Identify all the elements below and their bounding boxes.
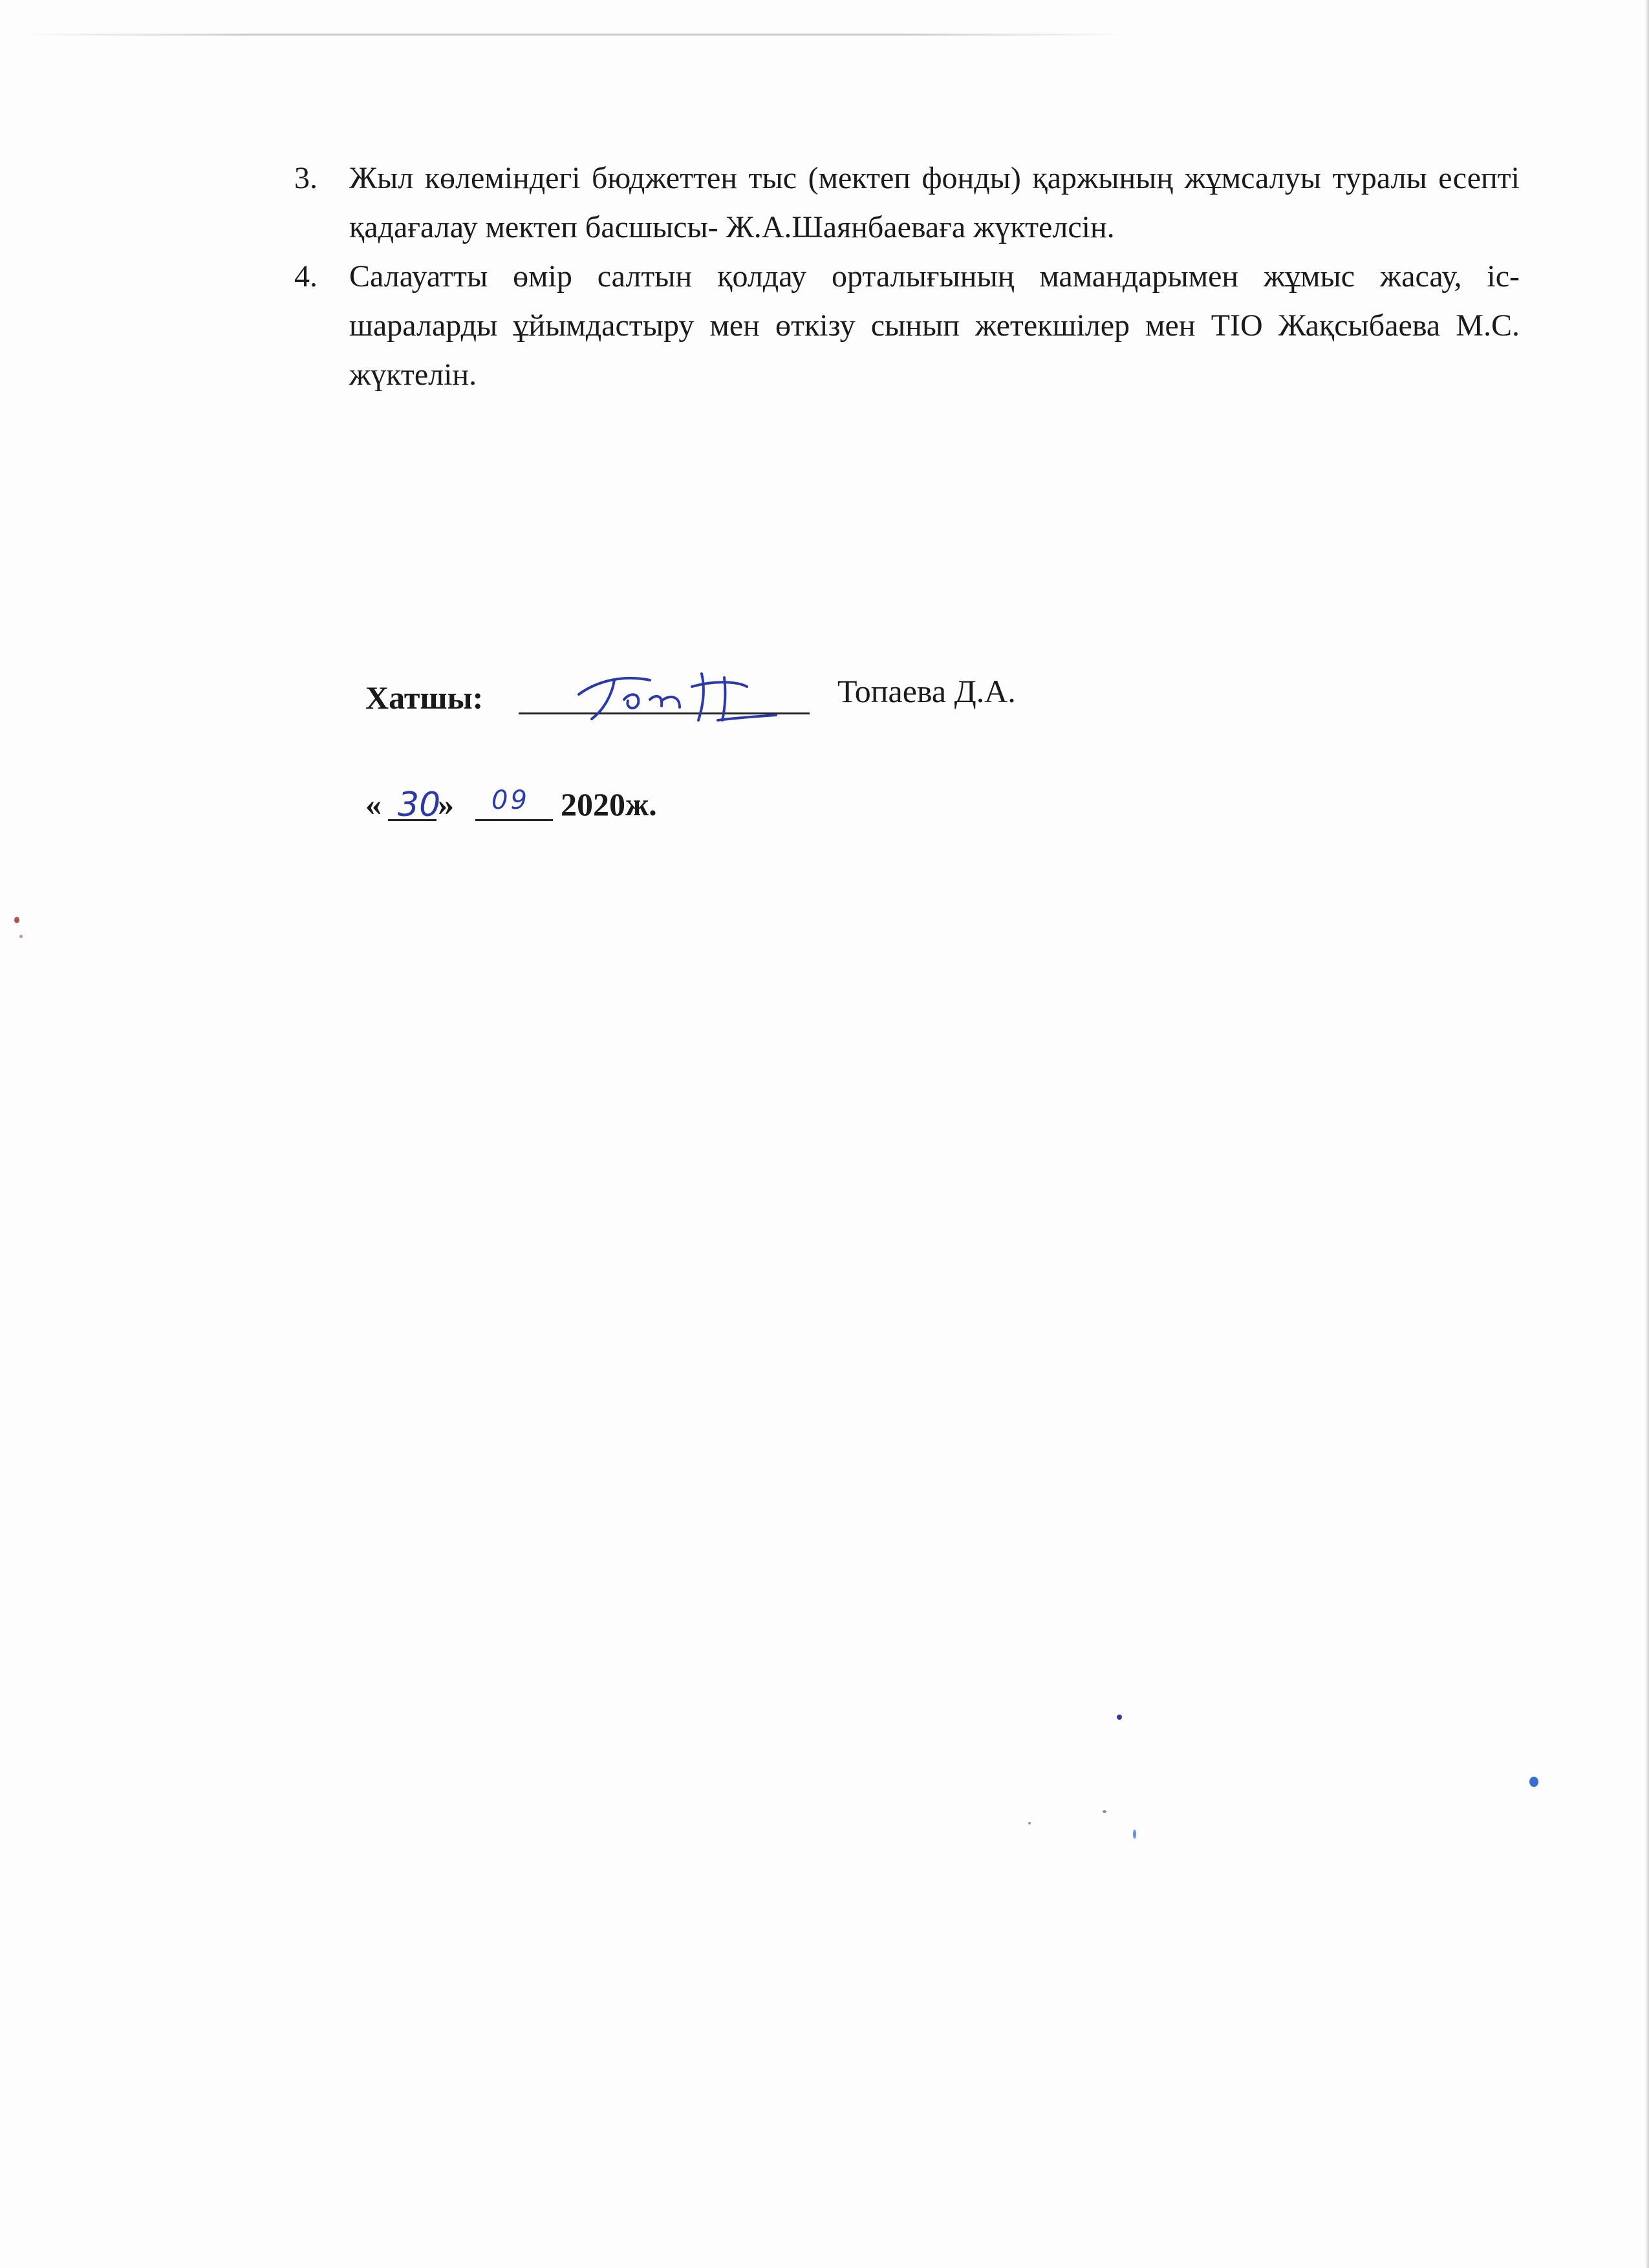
scan-speck [1103,1810,1106,1813]
handwritten-signature [553,661,799,725]
scan-right-edge [1645,0,1649,2268]
scan-edge-line [26,34,1125,36]
resolution-list [294,154,1520,400]
scan-speck [1133,1830,1136,1839]
item-text: Салауатты өмір салтын қолдау орталығының мамандарымен жұмыс жасау, іс-шараларды ұйымдастыру мен өткізу сынып жетекшілер мен ТІО Жақсыбаева М.С. жүктелін. [349,259,1520,392]
item-number: 4. [294,259,318,294]
list-item [294,154,1520,252]
item-text: Жыл көлеміндегі бюджеттен тыс (мектеп фонды) қаржының жұмсалуы туралы есепті қадағалау мектеп басшысы- Ж.А.Шаянбаеваға жүктелсін. [349,161,1520,244]
date-close-quote: » [438,786,454,822]
date-year: 2020ж. [561,786,657,822]
date-open-quote: « [365,786,382,822]
handwritten-month: 09 [491,786,530,815]
list-item [294,252,1520,400]
scan-speck [1529,1777,1538,1787]
scan-speck [14,917,19,923]
secretary-label: Хатшы: [365,679,484,716]
scan-speck [19,935,23,938]
secretary-name: Топаева Д.А. [837,673,1016,709]
item-number: 3. [294,161,318,195]
scan-speck [1117,1715,1122,1720]
scan-speck [1028,1822,1031,1824]
secretary-signature-block [365,661,1206,732]
date-line [365,779,883,837]
handwritten-day: 30 [398,786,441,824]
month-underline [475,819,553,821]
